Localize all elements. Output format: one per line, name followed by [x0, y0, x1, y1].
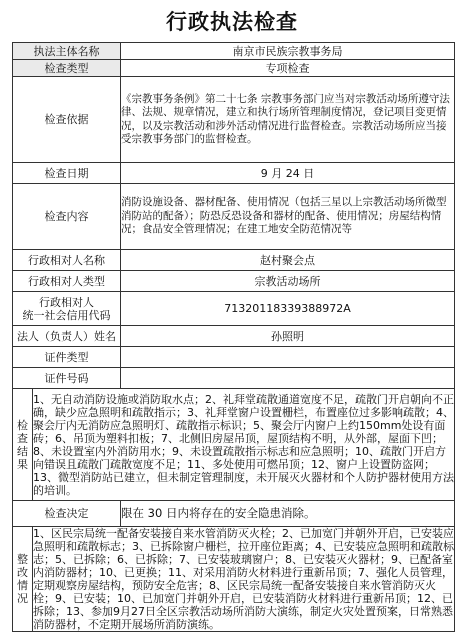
date-value: 9 月 24 日 — [121, 163, 455, 184]
cert-type-label: 证件类型 — [13, 347, 121, 368]
cert-no-label: 证件号码 — [13, 368, 121, 389]
credit-code-label-line2: 统一社会信用代码 — [22, 308, 111, 322]
subject-value: 南京市民族宗教事务局 — [121, 43, 455, 60]
page-title: 行政执法检查 — [166, 10, 298, 34]
basis-label: 检查依据 — [13, 77, 121, 163]
row-content — [13, 184, 455, 250]
credit-code-value: 71320118339388972A — [121, 292, 455, 326]
row-basis — [13, 77, 455, 163]
row-cert-no — [13, 368, 455, 389]
legal-person-value: 孙照明 — [121, 326, 455, 347]
date-label: 检查日期 — [13, 163, 121, 184]
decision-label: 检查决定 — [13, 501, 121, 527]
cert-type-value — [121, 347, 455, 368]
counterpart-name-value: 赵村聚会点 — [121, 250, 455, 271]
credit-code-label — [13, 292, 121, 326]
decision-value: 限在 30 日内将存在的安全隐患消除。 — [121, 501, 455, 527]
rectification-label-text: 整 改 情 况 — [17, 553, 28, 605]
credit-code-label-line1: 行政相对人 — [39, 295, 94, 309]
result-value: 1、无自动消防设施或消防取水点；2、礼拜堂疏散通道宽度不足，疏散门开启朝向不正确，缺少应急照明和疏散指示；3、礼拜堂窗户设置栅栏，布置座位过多影响疏散；4、聚会厅内无消防应急照明灯、疏散指示标识；5、聚会厅内窗户上约150mm处设有面砖；6、吊顶为塑料扣板；7、北侧旧房屋吊顶，屋顶结构不明，从外部，屋面下凹；8、未设置室内外消防用水；9、未设置疏散指示标志和应急照明；10、疏散门开启方向错误且疏散门疏散宽度不足；11、多处使用可燃吊顶；12、窗户上设置防盗网；13、微型消防站已建立，但未制定管理制度，未开展灭火器材和个人防护器材使用方法的培训。 — [33, 389, 455, 501]
result-label-text: 检 查 结 果 — [17, 418, 28, 471]
cert-no-value — [121, 368, 455, 389]
content-label: 检查内容 — [13, 184, 121, 250]
counterpart-name-label: 行政相对人名称 — [13, 250, 121, 271]
row-subject — [13, 43, 455, 60]
subject-label: 执法主体名称 — [13, 43, 121, 60]
row-cert-type — [13, 347, 455, 368]
row-credit-code — [13, 292, 455, 326]
basis-value: 《宗教事务条例》第二十七条 宗教事务部门应当对宗教活动场所遵守法律、法规、规章情况，建立和执行场所管理制度情况，登记项目变更情况，以及宗教活动和涉外活动情况进行监督检查。宗教活动场所应当接受宗教事务部门的监督检查。 — [121, 77, 455, 163]
counterpart-type-value: 宗教活动场所 — [121, 271, 455, 292]
inspection-form-table — [12, 42, 455, 632]
row-check-type — [13, 60, 455, 77]
content-value: 消防设施设备、器材配备、使用情况（包括三星以上宗教活动场所微型消防站的配备）；防恐反恐设备和器材的配备、使用情况；房屋结构情况；食品安全管理情况；在建工地安全防范情况等 — [121, 184, 455, 250]
row-result — [13, 389, 455, 501]
counterpart-type-label: 行政相对人类型 — [13, 271, 121, 292]
row-date — [13, 163, 455, 184]
row-counterpart-type — [13, 271, 455, 292]
legal-person-label: 法人（负责人）姓名 — [13, 326, 121, 347]
rectification-label — [13, 527, 33, 632]
check-type-value: 专项检查 — [121, 60, 455, 77]
result-label — [13, 389, 33, 501]
check-type-label: 检查类型 — [13, 60, 121, 77]
row-counterpart-name — [13, 250, 455, 271]
row-rectification — [13, 527, 455, 632]
row-decision — [13, 501, 455, 527]
rectification-value: 1、区民宗局统一配备安装接自来水管消防灭火栓；2、已加宽门并朝外开启，已安装应急照明和疏散标志；3、已拆除窗户栅栏，拉开座位距离；4、已安装应急照明和疏散标志；5、已拆除；6、已拆除；7、已安装玻璃窗户；8、已安装灭火器材；9、已配备室内消防器材；10、已更换；11、对采用消防火材料进行重新吊顶；7、强化人员管理，定期观察房屋结构，预防安全危害；8、区民宗局统一配备安装接自来水管消防灭火栓；9、已安装；10、已加宽门并朝外开启，已安装消防火材料进行重新吊顶；12、已拆除；13、参加9月27日全区宗教活动场所消防大演练，制定火灾处置预案，日常熟悉消防器材，不定期开展场所消防演练。 — [33, 527, 454, 631]
row-legal-person — [13, 326, 455, 347]
